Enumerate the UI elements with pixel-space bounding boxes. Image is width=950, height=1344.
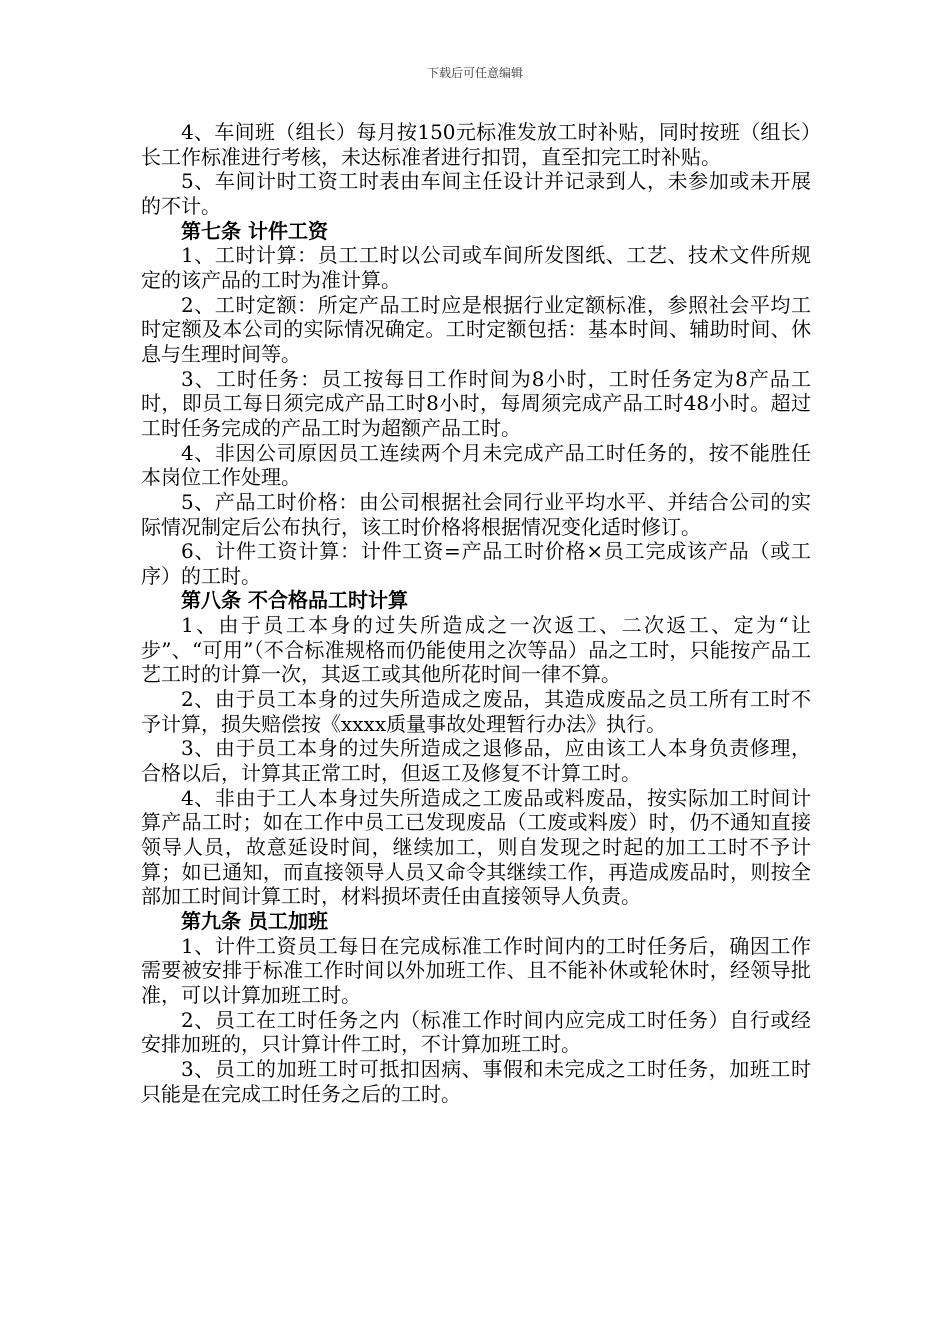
paragraph: 2、由于员工本身的过失所造成之废品，其造成废品之员工所有工时不予计算，损失赔偿按《xxxx质量事故处理暂行办法》执行。	[141, 687, 811, 736]
paragraph: 3、员工的加班工时可抵扣因病、事假和未完成之工时任务，加班工时只能是在完成工时任务之后的工时。	[141, 1056, 811, 1106]
paragraph: 3、工时任务：员工按每日工作时间为8小时，工时任务定为8产品工时，即员工每日须完成产品工时8小时，每周须完成产品工时48小时。超过工时任务完成的产品工时为超额产品工时。	[141, 366, 811, 440]
section-heading: 第八条 不合格品工时计算	[181, 588, 408, 613]
paragraph: 4、非由于工人本身过失所造成之工废品或料废品，按实际加工时间计算产品工时；如在工作中员工已发现废品（工废或料废）时，仍不通知直接领导人员，故意延设时间，继续加工，则自发现之时起的加工工时不予计算；如已通知，而直接领导人员又命令其继续工作，再造成废品时，则按全部加工时间计算工时，材料损坏责任由直接领导人负责。	[141, 785, 811, 909]
paragraph: 2、员工在工时任务之内（标准工作时间内应完成工时任务）自行或经安排加班的，只计算计件工时，不计算加班工时。	[141, 1007, 811, 1057]
page-header: 下载后可任意编辑	[426, 66, 523, 80]
document-body	[141, 120, 811, 1106]
paragraph: 1、由于员工本身的过失所造成之一次返工、二次返工、定为“让步”、“可用”（不合标准规格而仍能使用之次等品）品之工时，只能按产品工艺工时的计算一次，其返工或其他所花时间一律不算。	[141, 613, 811, 687]
paragraph: 6、计件工资计算：计件工资=产品工时价格×员工完成该产品（或工序）的工时。	[141, 539, 811, 588]
paragraph: 2、工时定额：所定产品工时应是根据行业定额标准，参照社会平均工时定额及本公司的实际情况确定。工时定额包括：基本时间、辅助时间、休息与生理时间等。	[141, 292, 811, 366]
paragraph: 1、计件工资员工每日在完成标准工作时间内的工时任务后，确因工作需要被安排于标准工作时间以外加班工作、且不能补休或轮休时，经领导批准，可以计算加班工时。	[141, 933, 811, 1007]
paragraph: 1、工时计算：员工工时以公司或车间所发图纸、工艺、技术文件所规定的该产品的工时为准计算。	[141, 243, 811, 292]
section-heading: 第九条 员工加班	[181, 909, 328, 933]
paragraph: 4、车间班（组长）每月按150元标准发放工时补贴，同时按班（组长）长工作标准进行考核，未达标准者进行扣罚，直至扣完工时补贴。	[141, 120, 811, 169]
paragraph: 5、车间计时工资工时表由车间主任设计并记录到人，未参加或未开展的不计。	[141, 169, 811, 218]
paragraph: 4、非因公司原因员工连续两个月未完成产品工时任务的，按不能胜任本岗位工作处理。	[141, 440, 811, 490]
section-heading: 第七条 计件工资	[181, 218, 328, 243]
paragraph: 5、产品工时价格：由公司根据社会同行业平均水平、并结合公司的实际情况制定后公布执行，该工时价格将根据情况变化适时修订。	[141, 489, 811, 539]
paragraph: 3、由于员工本身的过失所造成之退修品，应由该工人本身负责修理，合格以后，计算其正常工时，但返工及修复不计算工时。	[141, 736, 811, 786]
